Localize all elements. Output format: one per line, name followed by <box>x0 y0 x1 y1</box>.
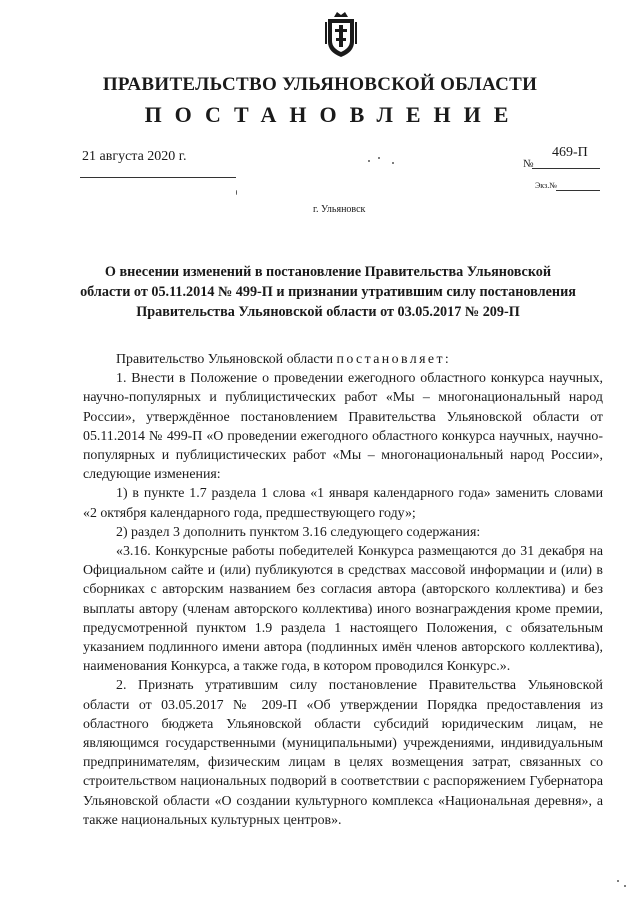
document-number: 469-П <box>552 145 588 160</box>
scan-speck <box>368 160 370 162</box>
scan-speck <box>624 885 626 887</box>
copy-number-underline <box>556 190 600 191</box>
scan-speck <box>378 157 380 159</box>
paragraph-1-item-2-text: «3.16. Конкурсные работы победителей Конкурса размещаются до 31 декабря на Официальном сайте и (или) публикуются в средствах массовой информации и (или) в сборниках с авторским названием без согласия автора (авторского коллектива) и без выплаты автору (членам авторского коллектива) иного вознаграждения кроме премии, предусмотренной пунктом 1.9 раздела 1 настоящего Положения, с обязательным указанием подлинного имени автора (подлинных имён членов авторского коллектива), наименования Конкурса, а также года, в котором проводился Конкурс.». <box>83 544 603 675</box>
coat-of-arms-icon <box>324 10 358 58</box>
number-sign: № <box>523 158 534 170</box>
document-date: 21 августа 2020 г. <box>82 149 187 164</box>
paragraph-1-item-2: 2) раздел 3 дополнить пунктом 3.16 следующего содержания: <box>116 524 481 540</box>
document-type: ПОСТАНОВЛЕНИЕ <box>144 102 522 127</box>
scan-speck <box>617 880 619 882</box>
document-subject: О внесении изменений в постановление Правительства Ульяновской области от 05.11.2014 № 499-П и признании утратившим силу постановления Правительства Ульяновской области от 03.05.2017 № 209-П <box>80 264 576 320</box>
paragraph-1: 1. Внести в Положение о проведении ежегодного областного конкурса научных, научно-популярных и публицистических работ «Мы – многонациональный народ России», утверждённое постановлением Правительства Ульяновской области от 05.11.2014 № 499-П «О проведении ежегодного областного конкурса научных, научно-популярных и публицистических работ «Мы – многонациональный народ России», следующие изменения: <box>83 371 603 483</box>
intro-action: постановляет: <box>336 352 452 367</box>
intro-paragraph <box>83 350 603 369</box>
document-body <box>83 350 603 830</box>
number-underline <box>532 168 600 169</box>
scan-speck <box>392 162 394 164</box>
intro-lead: Правительство Ульяновской области <box>116 352 334 367</box>
scan-speck <box>236 190 237 195</box>
copy-number-label: Экз.№ <box>535 181 557 190</box>
paragraph-2: 2. Признать утратившим силу постановление Правительства Ульяновской области от 03.05.2017 № 209-П «Об утверждении Порядка предоставления из областного бюджета Ульяновской области субсидий юридическим лицам, не являющимся государственными (муниципальными) учреждениями, индивидуальным предпринимателям, физическим лицам в целях возмещения затрат, связанных со строительством национальных подворий в соответствии с распоряжением Губернатора Ульяновской области «О создании культурного комплекса «Национальная деревня», а также национальных культурных центров». <box>83 678 603 828</box>
paragraph-1-item-1: 1) в пункте 1.7 раздела 1 слова «1 января календарного года» заменить словами «2 октября календарного года, предшествующего году»; <box>83 486 603 521</box>
document-city: г. Ульяновск <box>313 204 366 215</box>
date-underline <box>80 177 236 178</box>
government-title: ПРАВИТЕЛЬСТВО УЛЬЯНОВСКОЙ ОБЛАСТИ <box>102 74 538 95</box>
